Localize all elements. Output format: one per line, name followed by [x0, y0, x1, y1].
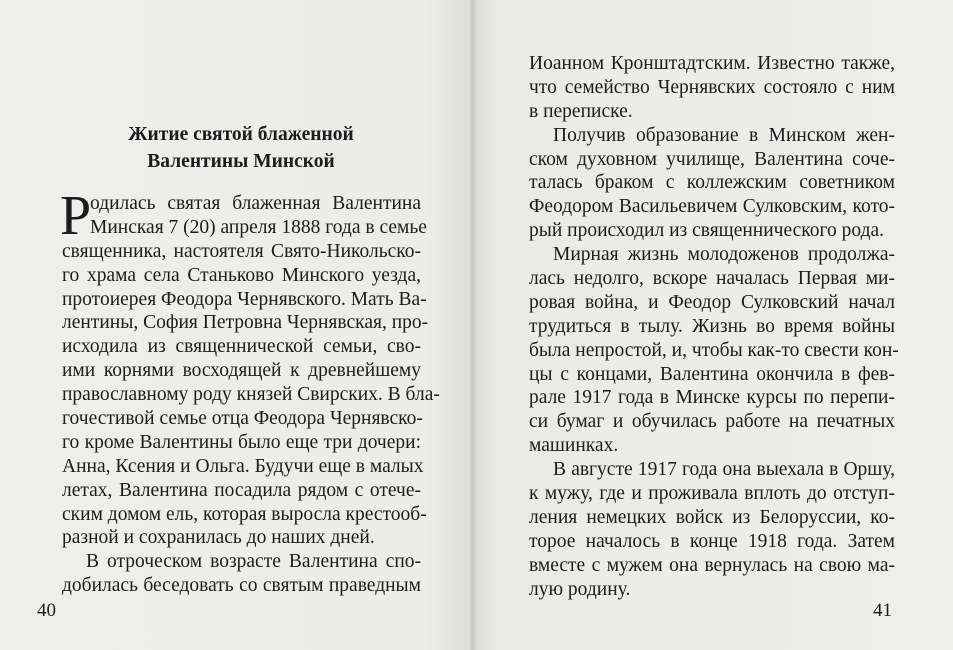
- text-line: разной и сохранилась до наших дней.: [62, 527, 375, 549]
- text-line: цы с концами, Валентина окончила в фев-: [529, 363, 895, 385]
- text-line: талась браком с коллежским советником: [529, 172, 895, 194]
- text-line: Минская 7 (20) апреля 1888 года в семье: [90, 216, 427, 238]
- text-line: В августе 1917 года она выехала в Оршу,: [553, 459, 895, 481]
- chapter-title-line-1: Житие святой блаженной: [128, 124, 354, 145]
- book-gutter: [470, 0, 476, 650]
- text-line: добилась беседовать со святым праведным: [62, 575, 421, 597]
- text-line: к мужу, где и проживала вплоть до отступ-: [529, 483, 895, 505]
- text-line: Мирная жизнь молодоженов продолжа-: [553, 244, 895, 266]
- text-line: лась недолго, вскоре началась Первая ми-: [529, 268, 895, 290]
- text-line: машинках.: [529, 435, 619, 457]
- text-line: ским домом ель, которая выросла крестооб-: [62, 503, 427, 525]
- text-line: ровая война, и Феодор Сулковский начал: [529, 291, 895, 313]
- text-line: исходила из священнической семьи, сво-: [62, 336, 421, 358]
- text-line: го храма села Станьково Минского уезда,: [62, 264, 421, 286]
- text-line: лую родину.: [529, 578, 631, 600]
- text-line: ления немецких войск из Белоруссии, ко-: [529, 506, 895, 528]
- text-line: летах, Валентина посадила рядом с отече-: [62, 479, 421, 501]
- text-line: Иоанном Кронштадтским. Известно также,: [529, 53, 895, 74]
- page-number: 40: [37, 600, 56, 621]
- text-line: Анна, Ксения и Ольга. Будучи еще в малых: [62, 455, 424, 477]
- text-line: ими корнями восходящей к древнейшему: [62, 360, 421, 382]
- drop-cap: Р: [60, 185, 92, 247]
- right-page: [473, 0, 953, 650]
- text-line: гочестивой семье отца Феодора Чернявско-: [62, 408, 423, 430]
- text-line: в переписке.: [529, 100, 633, 122]
- left-page: [0, 0, 473, 650]
- text-line: протоиерея Феодора Чернявского. Мать Ва-: [62, 288, 427, 310]
- text-line: что семейство Чернявских состояло с ним: [529, 76, 895, 98]
- text-line: рале 1917 года в Минске курсы по перепи-: [529, 387, 895, 409]
- right-page-body: [529, 52, 899, 601]
- left-page-body: [60, 185, 440, 598]
- text-line: лентины, София Петровна Чернявская, про-: [62, 312, 429, 334]
- text-line: была непростой, и, чтобы как-то свести кон-: [529, 339, 899, 361]
- text-line: торое началось в конце 1918 года. Затем: [529, 530, 895, 552]
- text-line: ском духовном училище, Валентина сочe-: [529, 148, 895, 170]
- text-line: одилась святая блаженная Валентина: [90, 193, 421, 214]
- text-line: вместе с мужем она вернулась на свою ма-: [529, 554, 895, 576]
- text-line: рый происходил из священнического рода.: [529, 220, 885, 242]
- text-line: священника, настоятеля Свято-Никольско-: [62, 240, 421, 262]
- text-line: Феодором Васильевичем Сулковским, кото-: [529, 196, 895, 218]
- text-line: Получив образование в Минском жен-: [553, 124, 895, 146]
- chapter-title-line-2: Валентины Минской: [147, 151, 335, 172]
- text-line: трудиться в тылу. Жизнь во время войны: [529, 315, 895, 337]
- text-line: си бумаг и обучилась работе на печатных: [529, 411, 895, 433]
- page-number: 41: [873, 600, 892, 621]
- chapter-title: [60, 121, 422, 175]
- text-line: В отроческом возрасте Валентина спо-: [86, 551, 421, 573]
- text-line: го кроме Валентины было еще три дочери:: [62, 431, 421, 453]
- text-line: православному роду князей Свирских. В бла-: [62, 384, 440, 406]
